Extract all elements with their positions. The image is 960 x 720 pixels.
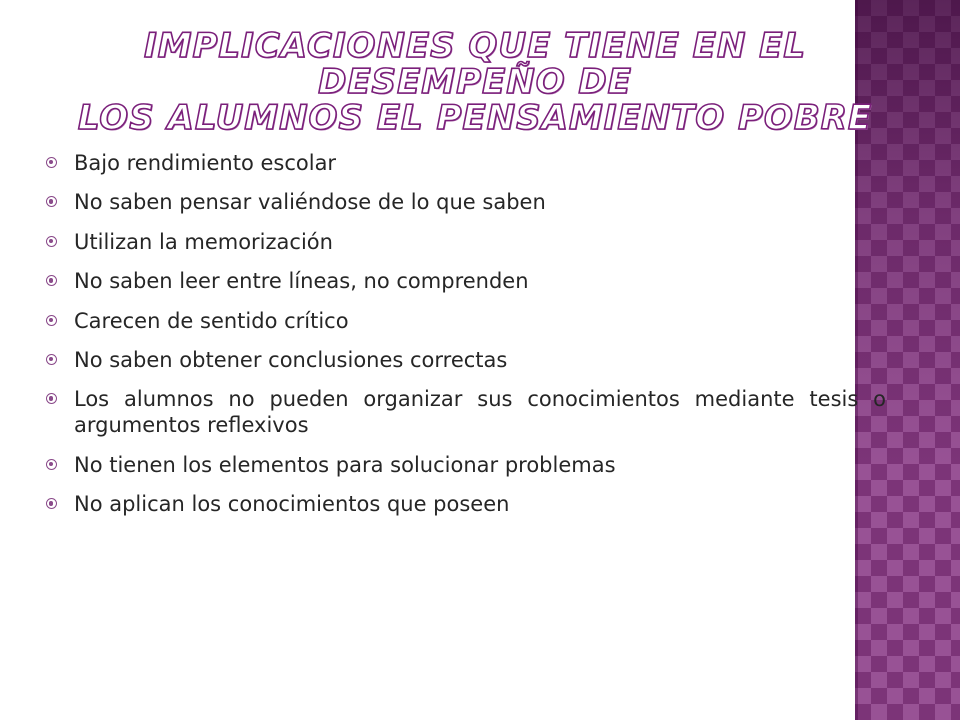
slide-title xyxy=(30,28,920,136)
circled-dot-bullet-icon xyxy=(46,393,57,404)
bullet-text: No aplican los conocimientos que poseen xyxy=(74,492,510,517)
bullet-text: No saben obtener conclusiones correctas xyxy=(74,347,508,372)
circled-dot-bullet-icon xyxy=(46,275,57,286)
circled-dot-bullet-icon xyxy=(46,196,57,207)
bullet-text: No tienen los elementos para solucionar problemas xyxy=(74,452,616,477)
bullet-text: Carecen de sentido crítico xyxy=(74,308,349,333)
bullet-text: No saben pensar valiéndose de lo que saben xyxy=(74,190,546,215)
bullet-item xyxy=(46,150,886,176)
slide-title-line: LOS ALUMNOS EL PENSAMIENTO POBRE xyxy=(77,98,873,138)
bullet-text: Bajo rendimiento escolar xyxy=(74,151,337,175)
circled-dot-bullet-icon xyxy=(46,315,57,326)
bullet-list xyxy=(46,150,886,531)
circled-dot-bullet-icon xyxy=(46,459,57,470)
bullet-text: Los alumnos no pueden organizar sus conocimientos mediante tesis o argumentos reflexivos xyxy=(74,387,886,438)
bullet-item xyxy=(46,268,886,294)
bullet-item xyxy=(46,189,886,215)
bullet-item xyxy=(46,308,886,334)
bullet-text: Utilizan la memorización xyxy=(74,229,333,254)
bullet-text: No saben leer entre líneas, no comprenden xyxy=(74,269,529,294)
bullet-item xyxy=(46,452,886,478)
bullet-item xyxy=(46,229,886,255)
circled-dot-bullet-icon xyxy=(46,354,57,365)
circled-dot-bullet-icon xyxy=(46,498,57,509)
bullet-item xyxy=(46,347,886,373)
circled-dot-bullet-icon xyxy=(46,236,57,247)
bullet-item xyxy=(46,386,886,438)
bullet-item xyxy=(46,491,886,517)
circled-dot-bullet-icon xyxy=(46,157,57,168)
slide-title-line: IMPLICACIONES QUE TIENE EN EL DESEMPEÑO DE xyxy=(143,26,807,102)
